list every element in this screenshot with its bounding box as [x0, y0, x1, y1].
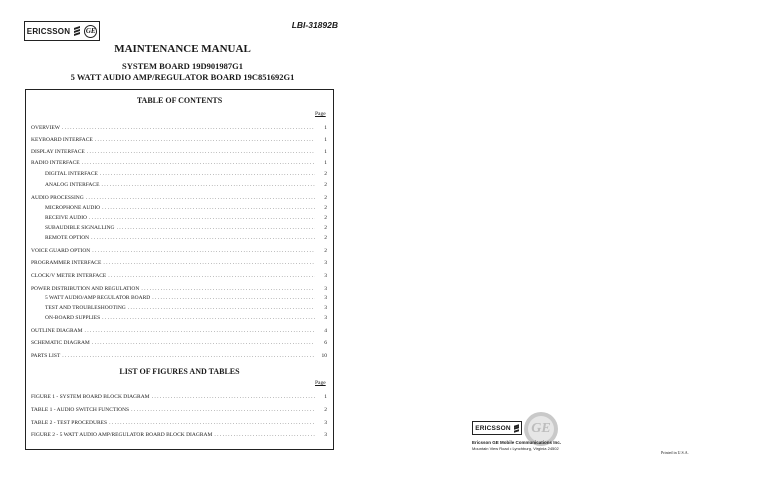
- toc-entry-schematic-diagram: SCHEMATIC DIAGRAM . . . 6: [31, 338, 327, 346]
- figures-heading: LIST OF FIGURES AND TABLES: [119, 367, 240, 376]
- document-number: LBI-31892B: [291, 20, 338, 30]
- toc-entry-digital-interface: DIGITAL INTERFACE . . . 2: [45, 169, 327, 177]
- logo-text: ERICSSON: [26, 26, 71, 36]
- toc-entry-parts-list: PARTS LIST . . . 10: [31, 351, 327, 359]
- toc-entry-microphone-audio: MICROPHONE AUDIO . . . 2: [45, 203, 327, 211]
- toc-entry-voice-guard-option: VOICE GUARD OPTION . . . 2: [31, 246, 327, 254]
- toc-entry-outline-diagram: OUTLINE DIAGRAM . . . 4: [31, 326, 327, 334]
- toc-entry-subaudible-signalling: SUBAUDIBLE SIGNALLING . . . 2: [45, 223, 327, 231]
- toc-entry-receive-audio: RECEIVE AUDIO . . . 2: [45, 213, 327, 221]
- footer-ericsson-logo: [472, 421, 522, 435]
- toc-entry-radio-interface: RADIO INTERFACE . . . 1: [31, 158, 327, 166]
- figures-page-label: Page: [315, 380, 326, 386]
- toc-entry-display-interface: DISPLAY INTERFACE . . . 1: [31, 147, 327, 155]
- printed-in-note: Printed in U.S.A.: [661, 450, 689, 455]
- toc-entry-on-board-supplies: ON-BOARD SUPPLIES . . . 3: [45, 313, 327, 321]
- company-address: Mountain View Road • Lynchburg, Virginia 24502: [472, 446, 559, 451]
- toc-heading: TABLE OF CONTENTS: [136, 96, 223, 105]
- ericsson-ge-logo: [24, 21, 100, 41]
- toc-entry-clock-meter-interface: CLOCK/V METER INTERFACE . . . 3: [31, 271, 327, 279]
- toc-entry-analog-interface: ANALOG INTERFACE . . . 2: [45, 180, 327, 188]
- toc-entry-audio-processing: AUDIO PROCESSING . . . 2: [31, 193, 327, 201]
- ericsson-bars-icon: [514, 425, 519, 432]
- toc-entry-programmer-interface: PROGRAMMER INTERFACE . . . 3: [31, 258, 327, 266]
- toc-entry-test-troubleshooting: TEST AND TROUBLESHOOTING . . . 3: [45, 303, 327, 311]
- toc-entry-audio-amp-regulator: 5 WATT AUDIO/AMP REGULATOR BOARD . . . 3: [45, 293, 327, 301]
- toc-entry-overview: OVERVIEW . . . 1: [31, 123, 327, 131]
- subtitle-system-board: SYSTEM BOARD 19D901987G1: [122, 61, 243, 71]
- page-title: MAINTENANCE MANUAL: [114, 43, 251, 55]
- toc-entry-keyboard-interface: KEYBOARD INTERFACE . . . 1: [31, 135, 327, 143]
- table-entry-test-procedures: TABLE 2 - TEST PROCEDURES . . . 3: [31, 418, 327, 426]
- figure-entry-audio-amp-block: FIGURE 2 - 5 WATT AUDIO AMP/REGULATOR BOARD BLOCK DIAGRAM . . . 3: [31, 430, 327, 438]
- ericsson-bars-icon: [74, 27, 80, 35]
- footer-logo-text: ERICSSON: [475, 424, 511, 432]
- figure-entry-system-board-block: FIGURE 1 - SYSTEM BOARD BLOCK DIAGRAM . . . 1: [31, 392, 327, 400]
- table-entry-audio-switch-functions: TABLE 1 - AUDIO SWITCH FUNCTIONS . . . 2: [31, 405, 327, 413]
- toc-entry-power-distribution: POWER DISTRIBUTION AND REGULATION . . . 3: [31, 284, 327, 292]
- company-name: Ericsson GE Mobile Communications Inc.: [472, 440, 562, 445]
- ge-monogram-icon: GE: [84, 25, 97, 38]
- subtitle-audio-amp-board: 5 WATT AUDIO AMP/REGULATOR BOARD 19C851692G1: [70, 72, 295, 82]
- toc-entry-remote-option: REMOTE OPTION . . . 2: [45, 233, 327, 241]
- ge-watermark-icon: GE: [524, 412, 558, 446]
- toc-page-label: Page: [315, 111, 326, 117]
